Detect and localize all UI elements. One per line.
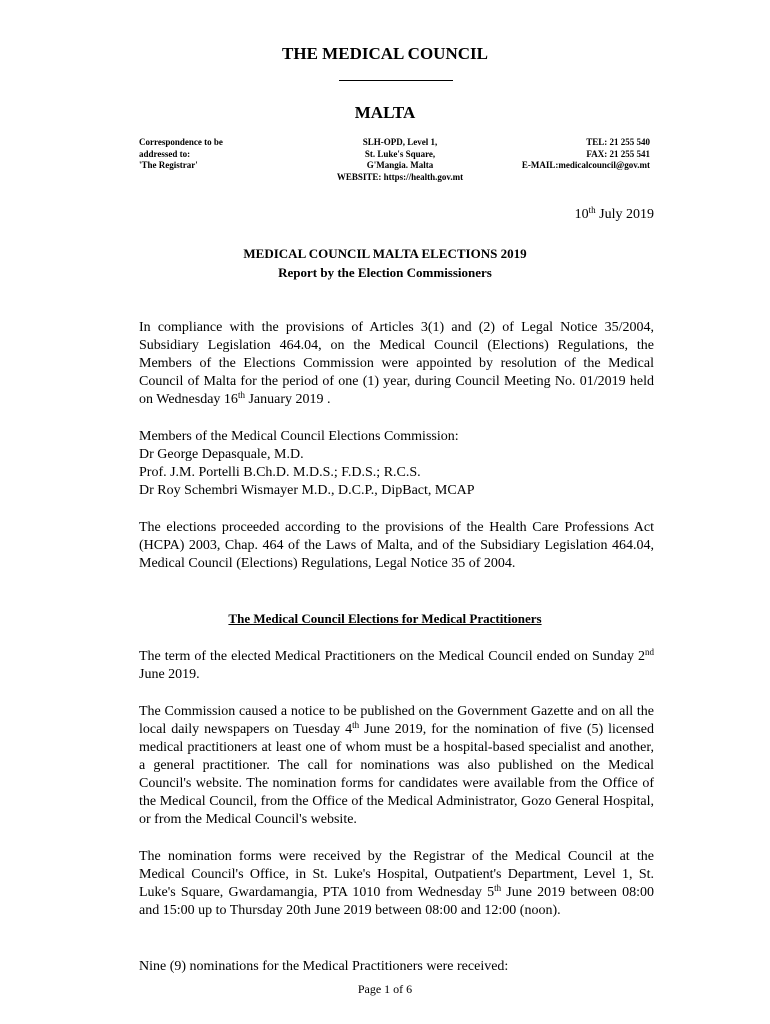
correspondence-line: addressed to: — [139, 148, 191, 159]
paragraph-text: June 2019, for the nomination of five (5) licensed medical practitioners at least one of whom must be a hospital-based specialist and another, a general practitioner. The call for nominations was also published on the Medical Council's website. The nomination forms for candidates were available from the Office of the Medical Council, from the Office of the Medical Administrator, Gozo General Hospital, or from the Medical Council's website. — [139, 722, 654, 827]
correspondence-line: 'The Registrar' — [139, 160, 198, 170]
members-heading: Members of the Medical Council Elections Commission: — [139, 429, 459, 444]
correspondence-block — [139, 137, 289, 172]
report-title: MEDICAL COUNCIL MALTA ELECTIONS 2019 — [243, 246, 527, 261]
paragraph-nominations-received: Nine (9) nominations for the Medical Practitioners were received: — [139, 959, 509, 974]
council-country: MALTA — [354, 103, 416, 122]
report-date — [575, 207, 654, 223]
ordinal-suffix: th — [494, 883, 502, 893]
paragraph-text: June 2019 between 08:00 and 15:00 up to Thursday 20th June 2019 between 08:00 and 12:00 (noon). — [139, 885, 654, 918]
paragraph-text: In compliance with the provisions of Articles 3(1) and (2) of Legal Notice 35/2004, Subsidiary Legislation 464.04, on the Medical Council (Elections) Regulations, the Members of the Elections Commission were appointed by resolution of the Medical Council of Malta for the period of one (1) year, during Council Meeting No. 01/2019 held on Wednesday 16 — [139, 320, 654, 407]
paragraph-text: The Commission caused a notice to be published on the Government Gazette and on all the local daily newspapers on Tuesday 4 — [139, 704, 654, 737]
address-line: St. Luke's Square, — [364, 148, 436, 159]
paragraph-term-ended — [139, 648, 654, 684]
contact-block — [470, 137, 650, 172]
member-item: Prof. J.M. Portelli B.Ch.D. M.D.S.; F.D.S.; R.C.S. — [139, 465, 421, 480]
council-title: THE MEDICAL COUNCIL — [282, 44, 488, 63]
page-number: Page 1 of 6 — [357, 982, 413, 996]
date-day: 10 — [574, 207, 589, 222]
paragraph-text: January 2019 . — [244, 392, 331, 407]
telephone: TEL: 21 255 540 — [586, 137, 650, 147]
website-line: WEBSITE: https://health.gov.mt — [336, 171, 464, 182]
fax: FAX: 21 255 541 — [586, 148, 650, 159]
members-list — [139, 428, 654, 500]
ordinal-suffix: th — [237, 390, 245, 400]
paragraph-notice — [139, 703, 654, 829]
address-line: G'Mangia. Malta — [366, 160, 434, 170]
email: E-MAIL:medicalcouncil@gov.mt — [521, 160, 650, 170]
report-subtitle: Report by the Election Commissioners — [278, 265, 492, 280]
title-divider — [339, 80, 453, 81]
paragraph-legislation: The elections proceeded according to the provisions of the Health Care Professions Act (HCPA) 2003, Chap. 464 of the Laws of Malta, and of the Subsidiary Legislation 464.04, Medical Council (Elections) Regulations, Legal Notice 35 of 2004. — [139, 520, 654, 571]
ordinal-suffix: nd — [645, 647, 654, 657]
section-heading-text: The Medical Council Elections for Medical Practitioners — [228, 611, 542, 626]
paragraph-text: The term of the elected Medical Practitioners on the Medical Council ended on Sunday 2 — [139, 649, 645, 664]
paragraph-text: June 2019. — [139, 667, 200, 682]
ordinal-suffix: th — [352, 720, 360, 730]
member-item: Dr Roy Schembri Wismayer M.D., D.C.P., DipBact, MCAP — [139, 483, 475, 498]
correspondence-line: Correspondence to be — [139, 137, 223, 147]
paragraph-appointment — [139, 319, 654, 409]
paragraph-text: The nomination forms were received by the Registrar of the Medical Council at the Medical Council's Office, in St. Luke's Hospital, Outpatient's Department, Level 1, St. Luke's Square, Gwardamangia, PTA 1010 from Wednesday 5 — [139, 849, 654, 900]
address-line: SLH-OPD, Level 1, — [362, 137, 438, 147]
date-month-year: July 2019 — [595, 207, 654, 222]
paragraph-nomination-forms — [139, 848, 654, 920]
date-suffix: th — [588, 205, 596, 215]
section-heading — [0, 611, 770, 627]
member-item: Dr George Depasquale, M.D. — [139, 447, 304, 462]
